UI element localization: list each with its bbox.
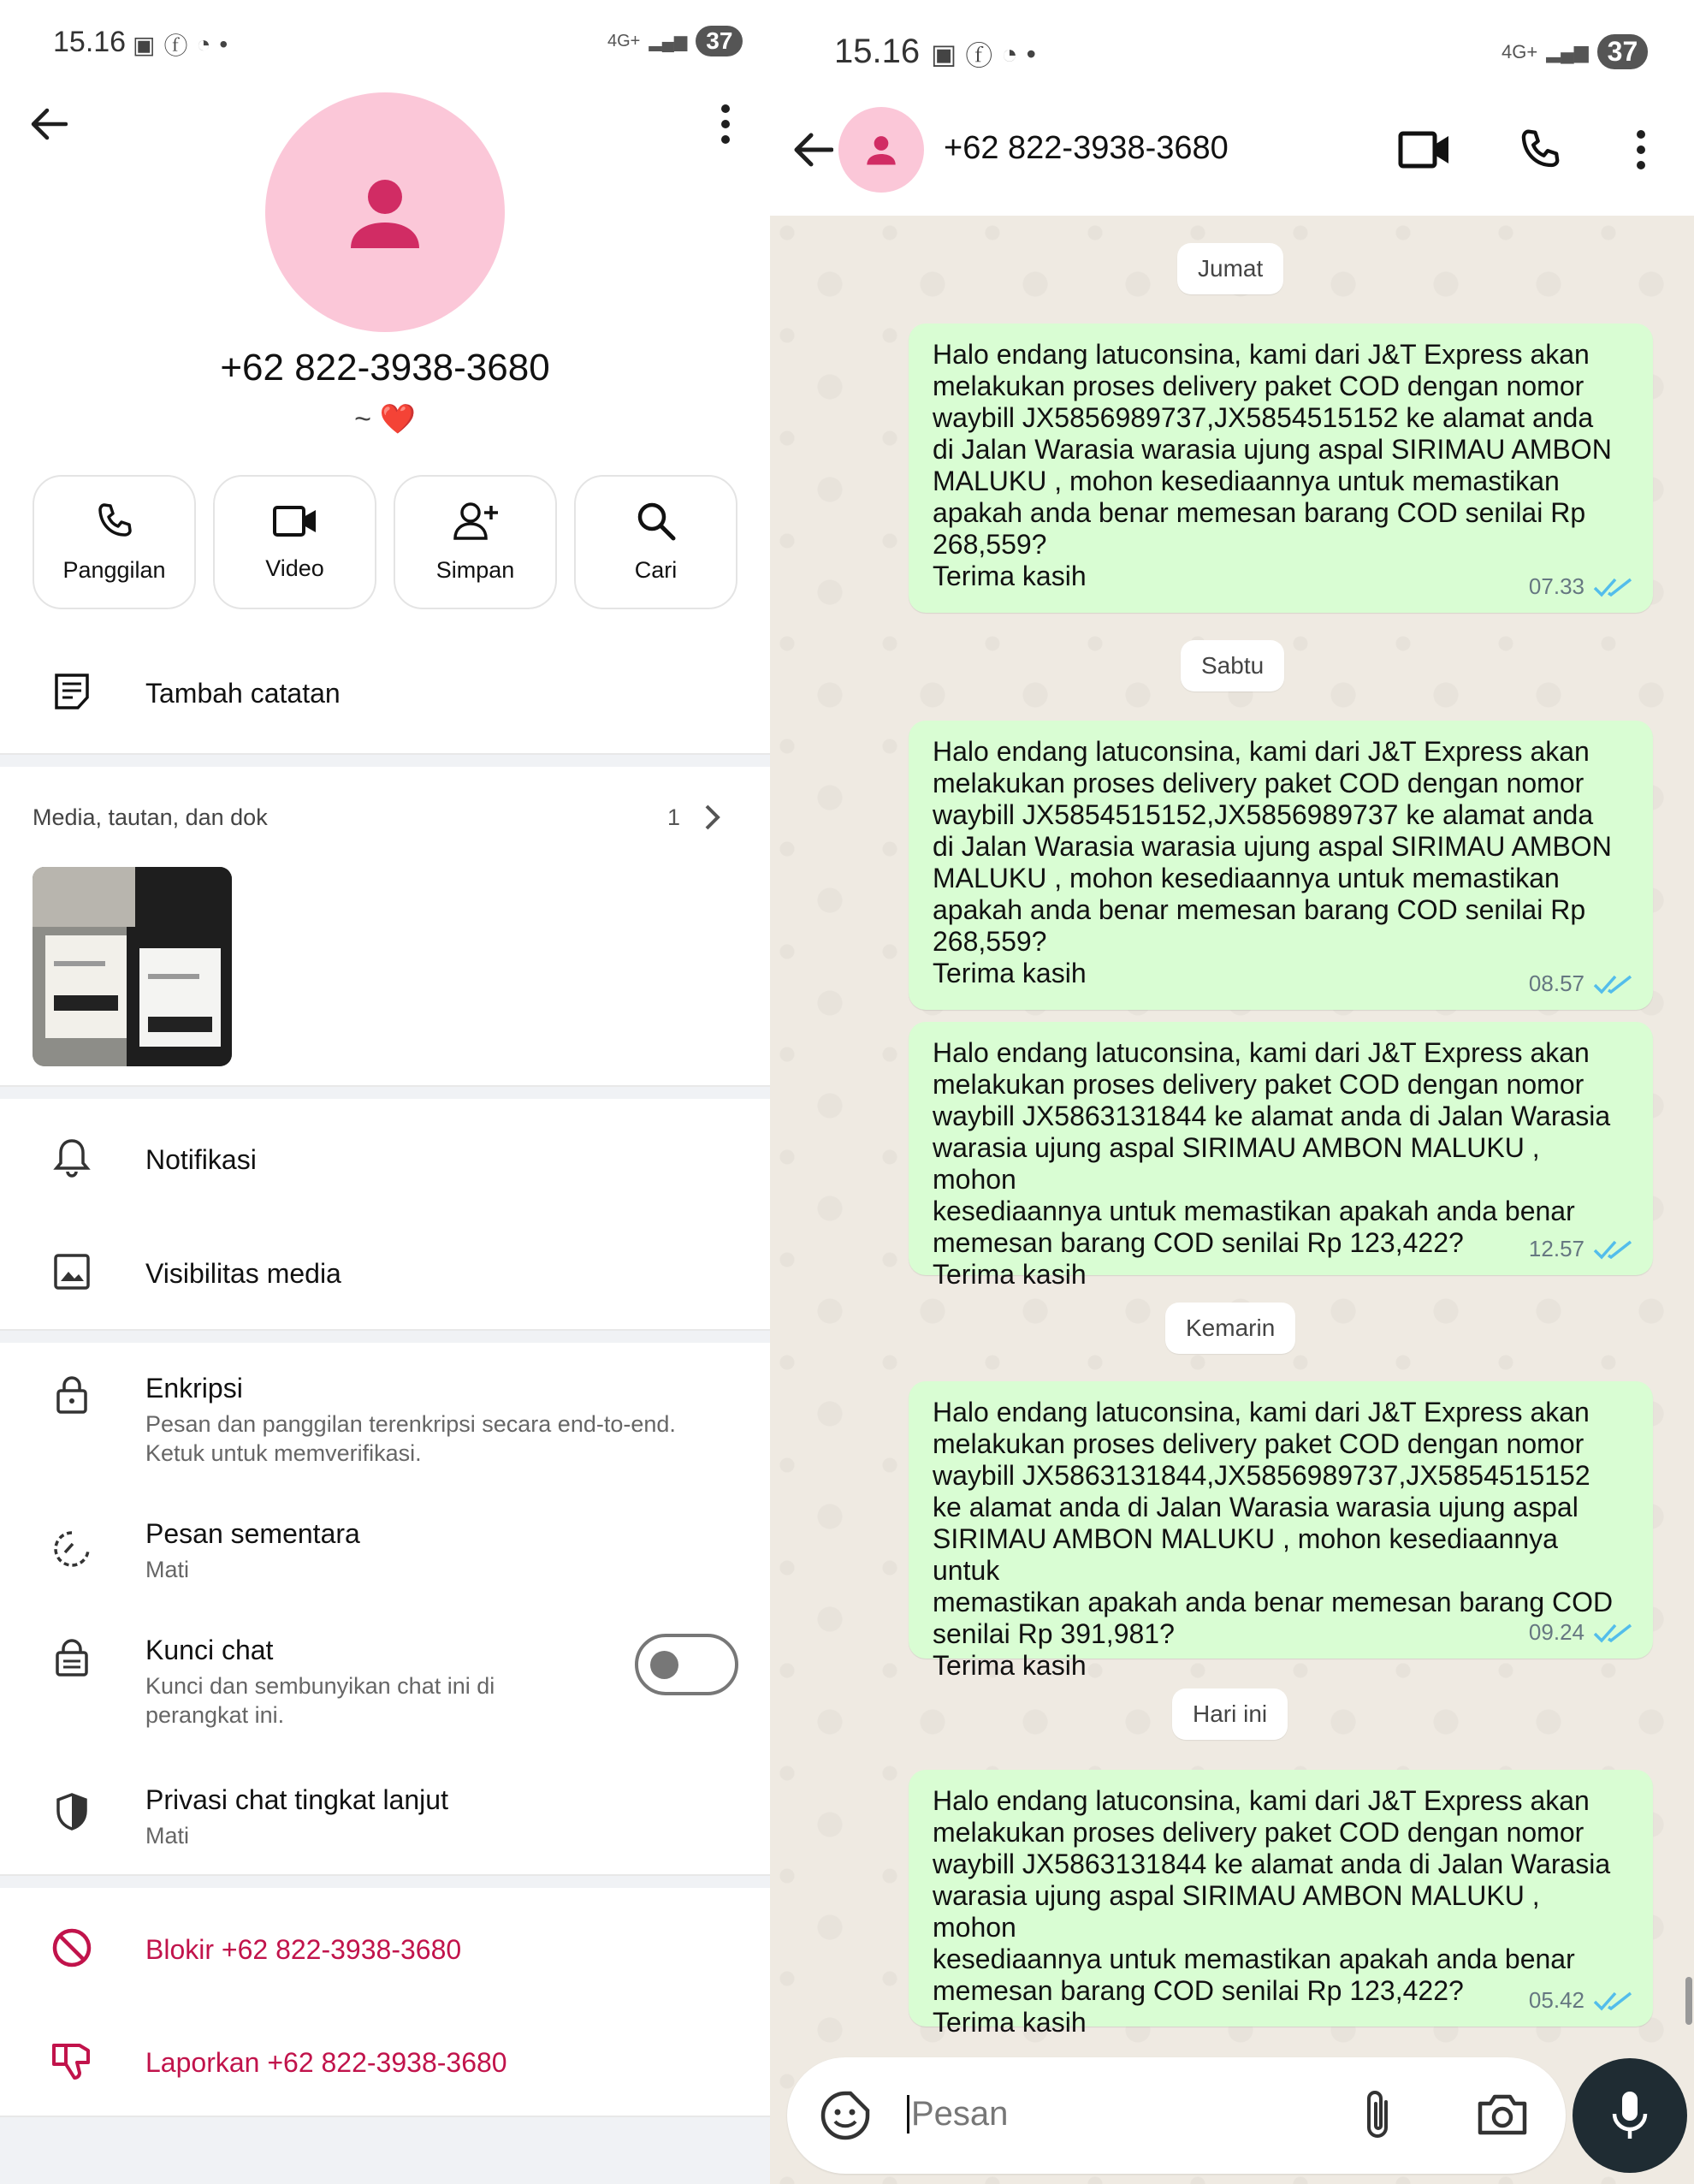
add-note-row[interactable] xyxy=(0,668,770,719)
call-label: Panggilan xyxy=(62,557,166,583)
video-label: Video xyxy=(265,555,324,581)
date-chip-sabtu: Sabtu xyxy=(1181,640,1284,691)
screenshot-icon: ▣ xyxy=(133,31,156,58)
status-time: 15.16 xyxy=(834,33,921,70)
timer-icon xyxy=(48,1525,96,1573)
media-visibility-label: Visibilitas media xyxy=(145,1258,341,1289)
contact-avatar[interactable] xyxy=(265,92,505,332)
messenger-icon: ◔ xyxy=(196,31,211,57)
search-button[interactable] xyxy=(574,475,737,609)
search-label: Cari xyxy=(634,557,678,583)
report-label: Laporkan +62 822-3938-3680 xyxy=(145,2047,507,2078)
chat-panel xyxy=(770,0,1694,2184)
save-contact-button[interactable] xyxy=(394,475,557,609)
block-label: Blokir +62 822-3938-3680 xyxy=(145,1934,462,1965)
contact-about: ~ ❤️ xyxy=(354,403,416,436)
person-icon xyxy=(344,171,426,253)
disappearing-title: Pesan sementara xyxy=(145,1518,360,1549)
battery-indicator: 37 xyxy=(696,26,743,56)
call-button[interactable] xyxy=(33,475,196,609)
status-right xyxy=(607,26,743,56)
status-right xyxy=(1502,34,1648,69)
back-button[interactable] xyxy=(783,120,843,180)
camera-icon[interactable] xyxy=(1476,2092,1529,2138)
message-text: Halo endang latuconsina, kami dari J&T Express akan melakukan proses delivery paket COD dengan nomor waybill JX5863131844 ke alamat anda di Jalan Warasia warasia ujung aspal SIRIMAU AMBON MALUKU , mohon kesediaannya untuk memastikan apakah anda benar memesan barang COD senilai Rp 123,422? Terima kasih xyxy=(933,1785,1611,2038)
privacy-value: Mati xyxy=(145,1823,190,1849)
arrow-left-icon xyxy=(792,132,833,168)
notification-icons xyxy=(133,27,228,62)
save-label: Simpan xyxy=(435,557,515,583)
report-row[interactable] xyxy=(0,2037,770,2088)
double-check-icon xyxy=(1593,576,1632,598)
chat-lock-icon xyxy=(48,1635,96,1683)
bell-icon xyxy=(48,1134,96,1182)
double-check-icon xyxy=(1593,1990,1632,2012)
image-icon xyxy=(48,1248,96,1296)
message-meta xyxy=(1529,1985,1632,2016)
date-chip-kemarin: Kemarin xyxy=(1165,1303,1295,1354)
dot-icon: • xyxy=(219,31,228,57)
back-button[interactable] xyxy=(19,94,79,154)
signal-icon: ▂▄▆ xyxy=(649,32,688,51)
message-text: Halo endang latuconsina, kami dari J&T Express akan melakukan proses delivery paket COD dengan nomor waybill JX5854515152,JX5856989737 ke alamat anda di Jalan Warasia warasia ujung aspal SIRIMAU AMBON MALUKU , mohon kesediaannya untuk memastikan apakah anda benar memesan barang COD senilai Rp 268,559? Terima kasih xyxy=(933,736,1612,988)
lock-icon xyxy=(48,1371,96,1419)
disappearing-value: Mati xyxy=(145,1557,190,1582)
screenshot-icon: ▣ xyxy=(931,39,957,69)
date-chip-jumat: Jumat xyxy=(1177,243,1283,294)
notifications-label: Notifikasi xyxy=(145,1144,257,1175)
more-options-button[interactable] xyxy=(704,94,747,154)
sticker-icon[interactable] xyxy=(820,2090,871,2141)
block-row[interactable] xyxy=(0,1924,770,1975)
action-buttons xyxy=(33,475,737,609)
message-input[interactable]: Pesan xyxy=(907,2095,1008,2134)
chat-lock-desc: Kunci dan sembunyikan chat ini di perangkat ini. xyxy=(145,1673,495,1728)
microphone-icon xyxy=(1610,2089,1650,2142)
chat-avatar[interactable] xyxy=(838,107,924,193)
status-bar xyxy=(0,0,770,86)
microphone-button[interactable] xyxy=(1573,2058,1687,2173)
signal-icon: ▂▄▆ xyxy=(1546,40,1589,62)
video-icon xyxy=(1398,128,1451,171)
encryption-row[interactable] xyxy=(0,1369,770,1466)
message-bubble[interactable] xyxy=(909,1381,1653,1681)
message-time: 05.42 xyxy=(1528,1987,1584,2013)
section-divider xyxy=(0,1329,770,1343)
phone-icon xyxy=(1517,127,1563,173)
add-note-label: Tambah catatan xyxy=(145,678,341,709)
chat-scrollbar[interactable] xyxy=(1685,1977,1692,2025)
contact-info-panel xyxy=(0,0,770,2184)
message-bubble[interactable] xyxy=(909,721,1653,1010)
media-count: 1 xyxy=(667,804,681,830)
bottom-spacer xyxy=(0,2116,770,2184)
shield-icon xyxy=(48,1788,96,1836)
package-photo xyxy=(33,867,232,1066)
message-meta xyxy=(1529,571,1632,602)
chat-header xyxy=(770,0,1694,216)
message-bubble[interactable] xyxy=(909,1022,1653,1290)
message-meta xyxy=(1529,1617,1632,1648)
chat-lock-title: Kunci chat xyxy=(145,1635,274,1665)
person-icon xyxy=(864,133,898,167)
section-divider xyxy=(0,1085,770,1099)
message-time: 09.24 xyxy=(1528,1619,1584,1645)
search-icon xyxy=(636,501,677,542)
section-divider xyxy=(0,1874,770,1888)
video-call-button[interactable] xyxy=(1390,120,1459,180)
add-person-icon xyxy=(452,501,500,542)
media-thumbnail[interactable] xyxy=(33,867,232,1066)
phone-icon xyxy=(94,501,135,542)
notifications-row[interactable] xyxy=(0,1134,770,1185)
attach-icon[interactable] xyxy=(1359,2088,1396,2143)
message-time: 07.33 xyxy=(1528,573,1584,599)
video-button[interactable] xyxy=(213,475,376,609)
message-input-bar xyxy=(787,2057,1566,2174)
message-meta xyxy=(1529,1233,1632,1265)
chat-more-options-button[interactable] xyxy=(1620,120,1662,180)
chevron-right-icon[interactable] xyxy=(702,803,724,832)
double-check-icon xyxy=(1593,973,1632,995)
message-bubble[interactable] xyxy=(909,323,1653,613)
media-visibility-row[interactable] xyxy=(0,1248,770,1299)
encryption-desc: Pesan dan panggilan terenkripsi secara end-to-end. Ketuk untuk memverifikasi. xyxy=(145,1411,676,1466)
thumbs-down-icon xyxy=(48,2037,96,2085)
message-text: Halo endang latuconsina, kami dari J&T Express akan melakukan proses delivery paket COD dengan nomor waybill JX5856989737,JX5854515152 ke alamat anda di Jalan Warasia warasia ujung aspal SIRIMAU AMBON MALUKU , mohon kesediaannya untuk memastikan apakah anda benar memesan barang COD senilai Rp 268,559? Terima kasih xyxy=(933,339,1612,591)
messenger-icon: ◔ xyxy=(1001,38,1018,69)
double-check-icon xyxy=(1593,1622,1632,1644)
block-icon xyxy=(48,1924,96,1972)
message-bubble[interactable] xyxy=(909,1770,1653,2038)
status-time: 15.16 xyxy=(53,26,127,58)
double-check-icon xyxy=(1593,1238,1632,1261)
facebook-icon: ⓕ xyxy=(965,40,993,71)
notification-icons xyxy=(931,34,1036,74)
message-time: 12.57 xyxy=(1528,1236,1584,1261)
privacy-title: Privasi chat tingkat lanjut xyxy=(145,1784,448,1815)
date-chip-hari-ini: Hari ini xyxy=(1172,1688,1288,1740)
voice-call-button[interactable] xyxy=(1506,120,1574,180)
note-icon xyxy=(48,668,96,715)
network-label: 4G+ xyxy=(607,31,641,50)
advanced-privacy-row[interactable] xyxy=(0,1783,770,1851)
message-time: 08.57 xyxy=(1528,970,1584,996)
encryption-title: Enkripsi xyxy=(145,1373,243,1404)
facebook-icon: ⓕ xyxy=(163,33,188,59)
dot-icon: • xyxy=(1026,38,1036,69)
arrow-left-icon xyxy=(30,107,68,141)
disappearing-messages-row[interactable] xyxy=(0,1516,770,1585)
chat-title[interactable]: +62 822-3938-3680 xyxy=(944,130,1229,166)
message-meta xyxy=(1529,968,1632,1000)
chat-lock-toggle[interactable] xyxy=(635,1634,738,1695)
message-text: Halo endang latuconsina, kami dari J&T Express akan melakukan proses delivery paket COD dengan nomor waybill JX5863131844,JX5856989737,JX5854515152 ke alamat anda di Jalan Warasia warasia ujung aspal SIRIMAU AMBON MALUKU , mohon kesediaannya untuk memastikan apakah anda benar memesan barang COD senilai Rp 391,981? Terima kasih xyxy=(933,1397,1614,1681)
video-icon xyxy=(272,502,318,540)
contact-number: +62 822-3938-3680 xyxy=(220,347,550,389)
section-divider xyxy=(0,753,770,767)
media-heading[interactable]: Media, tautan, dan dok xyxy=(33,804,268,830)
message-text: Halo endang latuconsina, kami dari J&T Express akan melakukan proses delivery paket COD dengan nomor waybill JX5863131844 ke alamat anda di Jalan Warasia warasia ujung aspal SIRIMAU AMBON MALUKU , mohon kesediaannya untuk memastikan apakah anda benar memesan barang COD senilai Rp 123,422? Terima kasih xyxy=(933,1037,1611,1290)
battery-indicator: 37 xyxy=(1597,34,1649,69)
network-label: 4G+ xyxy=(1502,40,1538,62)
